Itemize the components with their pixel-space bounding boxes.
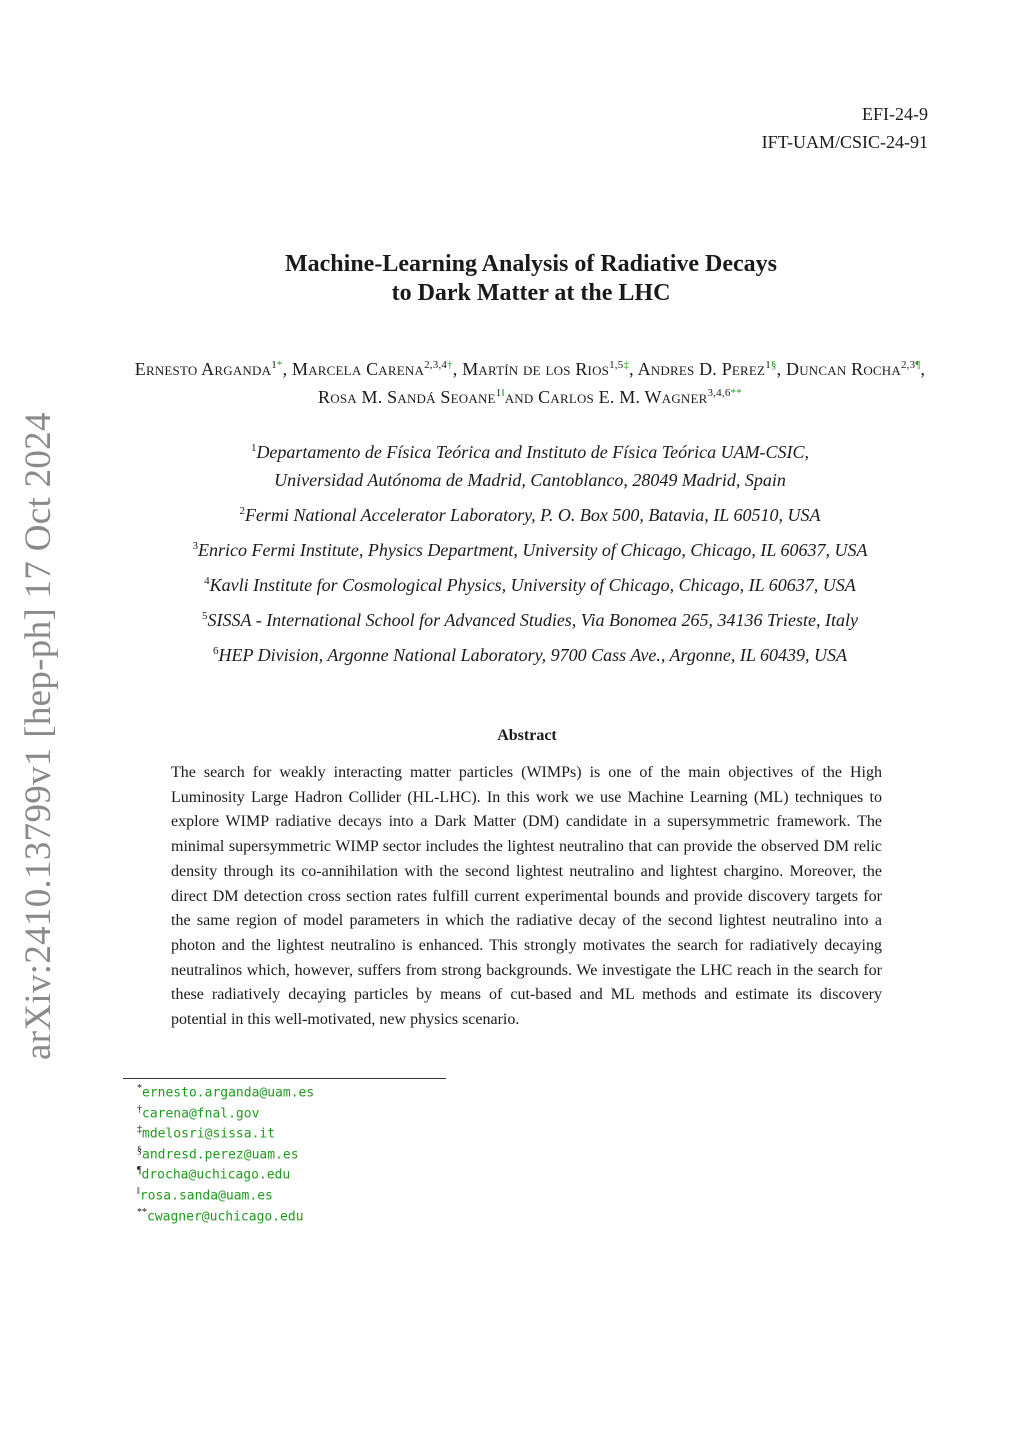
footnote-mark-link[interactable]: ‡ <box>623 359 630 371</box>
footnote-item <box>137 1083 314 1104</box>
affiliation-number: 2 <box>239 505 245 517</box>
author-name: Andres D. Perez <box>637 359 766 379</box>
footnote-item <box>137 1186 314 1207</box>
footnote-list <box>137 1083 314 1227</box>
author-name: Martín de los Rios <box>462 359 610 379</box>
affiliation-text: Departamento de Física Teórica and Instituto de Física Teórica UAM-CSIC, <box>256 442 810 462</box>
footnote-item <box>137 1207 314 1228</box>
footnote-mark: § <box>137 1144 142 1156</box>
affiliation-item <box>120 606 940 634</box>
footnote-mark-link[interactable]: † <box>447 359 453 371</box>
author-affil-refs: 1 <box>271 359 277 371</box>
footnote-divider <box>123 1078 446 1079</box>
affiliation-item <box>120 571 940 599</box>
author-connector: and <box>504 387 539 407</box>
title-line: Machine-Learning Analysis of Radiative Decays <box>285 251 777 277</box>
author-affil-refs: 3,4,6 <box>707 387 731 399</box>
footnote-mark: ** <box>137 1206 147 1218</box>
author-affil-refs: 2,3,4 <box>424 359 448 371</box>
footnote-mark: * <box>137 1083 142 1094</box>
abstract-text: The search for weakly interacting matter particles (WIMPs) is one of the main objectives of the High Luminosity Large Hadron Collider (HL-LHC). In this work we use Machine Learning (ML) techniques to explore WIMP radiative decays into a Dark Matter (DM) candidate in a supersymmetric framework. The minimal supersymmetric WIMP sector includes the lightest neutralino that can provide the observed DM relic density through its co-annihilation with the second lightest neutralino and lightest chargino. Moreover, the direct DM detection cross section rates fulfill current experimental bounds and provide discovery targets for the same region of model parameters in which the radiative decay of the second lightest neutralino into a photon and the lightest neutralino is enhanced. This strongly motivates the search for radiatively decaying neutralinos which, however, suffers from strong backgrounds. We investigate the LHC reach in the search for these radiatively decaying particles by means of cut-based and ML methods and estimate its discovery potential in this well-motivated, new physics scenario. <box>171 764 882 1029</box>
email-link[interactable]: cwagner@uchicago.edu <box>147 1208 304 1224</box>
email-link[interactable]: rosa.sanda@uam.es <box>139 1188 273 1204</box>
author-affil-refs: 2,3 <box>900 359 916 371</box>
affiliation-number: 1 <box>250 442 257 454</box>
footnote-mark-link[interactable]: § <box>770 359 777 371</box>
report-number: EFI-24-9 <box>862 104 928 124</box>
affiliation-text: Universidad Autónoma de Madrid, Cantoblanco, 28049 Madrid, Spain <box>274 470 786 490</box>
affiliation-item <box>120 501 940 529</box>
footnote-mark-link[interactable]: * <box>276 359 283 371</box>
author-list <box>120 355 940 411</box>
footnote-mark-link[interactable]: ** <box>730 387 742 399</box>
abstract-heading: Abstract <box>497 727 557 744</box>
author-affil-refs: 1,5 <box>609 359 624 371</box>
footnote-mark: ‡ <box>137 1124 142 1136</box>
email-link[interactable]: drocha@uchicago.edu <box>141 1167 291 1183</box>
report-number: IFT-UAM/CSIC-24-91 <box>761 132 928 152</box>
email-link[interactable]: mdelosri@sissa.it <box>142 1126 276 1142</box>
footnote-item <box>137 1104 314 1125</box>
affiliation-item <box>120 641 940 669</box>
title-line: to Dark Matter at the LHC <box>391 280 671 306</box>
affiliation-item <box>120 536 940 564</box>
affiliation-text: Enrico Fermi Institute, Physics Department, University of Chicago, Chicago, IL 60637, USA <box>197 540 868 560</box>
author-connector: , <box>452 359 463 379</box>
author-connector: , <box>776 359 787 379</box>
affiliation-text: Fermi National Accelerator Laboratory, P. O. Box 500, Batavia, IL 60510, USA <box>245 505 821 525</box>
author-connector: , <box>920 359 926 379</box>
author-name: Marcela Carena <box>292 359 425 379</box>
affiliation-list <box>120 438 940 676</box>
footnote-mark: † <box>137 1103 142 1115</box>
arxiv-identifier-stamp: arXiv:2410.13799v1 [hep-ph] 17 Oct 2024 <box>18 412 59 1060</box>
affiliation-number: 4 <box>204 575 210 587</box>
report-numbers <box>762 100 928 156</box>
author-name: Duncan Rocha <box>786 359 901 379</box>
affiliation-item <box>120 438 940 494</box>
affiliation-number: 6 <box>212 645 219 657</box>
affiliation-text: Kavli Institute for Cosmological Physics, University of Chicago, Chicago, IL 60637, USA <box>209 575 856 595</box>
email-link[interactable]: ernesto.arganda@uam.es <box>142 1085 315 1101</box>
affiliation-text: HEP Division, Argonne National Laboratory, 9700 Cass Ave., Argonne, IL 60439, USA <box>218 645 848 665</box>
author-connector: , <box>282 359 292 379</box>
footnote-mark: ‖ <box>137 1185 140 1197</box>
footnote-item <box>137 1165 314 1186</box>
author-name: Carlos E. M. Wagner <box>538 387 708 407</box>
email-link[interactable]: andresd.perez@uam.es <box>142 1147 299 1163</box>
author-connector: , <box>629 359 638 379</box>
footnote-mark-link[interactable]: ¶ <box>915 359 921 371</box>
email-link[interactable]: carena@fnal.gov <box>142 1105 260 1121</box>
footnote-mark-link[interactable]: ‖ <box>501 387 505 399</box>
author-affil-refs: 1 <box>495 387 502 399</box>
footnote-item <box>137 1145 314 1166</box>
paper-title <box>0 250 1024 308</box>
footnote-mark: ¶ <box>137 1165 142 1177</box>
footnote-item <box>137 1124 314 1145</box>
affiliation-text: SISSA - International School for Advanced Studies, Via Bonomea 265, 34136 Trieste, Italy <box>207 610 858 630</box>
affiliation-number: 5 <box>202 610 208 622</box>
author-name: Rosa M. Sandá Seoane <box>318 387 496 407</box>
affiliation-number: 3 <box>192 540 198 552</box>
author-name: Ernesto Arganda <box>134 359 272 379</box>
author-affil-refs: 1 <box>765 359 771 371</box>
